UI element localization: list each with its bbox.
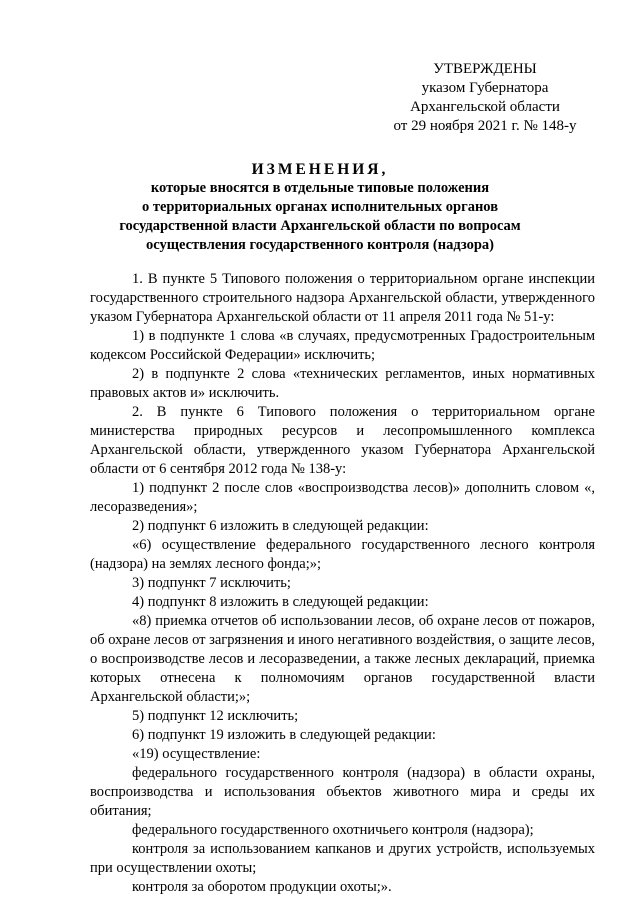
title-line-2: о территориальных органах исполнительных органов (141, 199, 499, 215)
paragraph-16: контроля за использованием капканов и других устройств, используемых при осуществлении охоты; (90, 841, 595, 876)
paragraph-6: 2) подпункт 6 изложить в следующей редакции: (132, 518, 429, 534)
paragraph-12: 6) подпункт 19 изложить в следующей редакции: (132, 727, 436, 743)
title-line-3: государственной власти Архангельской области по вопросам (119, 218, 521, 234)
approval-line-decree: указом Губернатора (421, 80, 549, 96)
paragraph-10: «8) приемка отчетов об использовании лесов, об охране лесов от пожаров, об охране лесов от загрязнения и иного негативного воздействия, о защите лесов, о воспроизводстве лесов и лесоразведении, а также лесных деклараций, приемка которых отнесена к полномочиям органов государственной власти Архангельской области;»; (90, 613, 595, 705)
paragraph-13: «19) осуществление: (132, 746, 261, 762)
title-line-4: осуществления государственного контроля (надзора) (145, 237, 494, 253)
paragraph-11: 5) подпункт 12 исключить; (132, 708, 299, 724)
approval-line-date: от 29 ноября 2021 г. № 148-у (393, 118, 577, 134)
paragraph-5: 1) подпункт 2 после слов «воспроизводства лесов)» дополнить словом «, лесоразведения»; (90, 480, 595, 515)
paragraph-15: федерального государственного охотничьего контроля (надзора); (132, 822, 534, 838)
title-line-1: которые вносятся в отдельные типовые положения (150, 180, 490, 196)
document-body (90, 270, 595, 897)
title-heading: ИЗМЕНЕНИЯ, (251, 161, 389, 178)
paragraph-7: «6) осуществление федерального государственного лесного контроля (надзора) на землях лесного фонда;»; (90, 537, 595, 572)
approval-line-approved: УТВЕРЖДЕНЫ (433, 61, 537, 77)
paragraph-4: 2. В пункте 6 Типового положения о территориальном органе министерства природных ресурсов и лесопромышленного комплекса Архангельской области, утвержденного указом Губернатора Архангельской области от 6 сентября 2012 года № 138-у: (90, 404, 595, 477)
paragraph-1: 1. В пункте 5 Типового положения о территориальном органе инспекции государственного строительного надзора Архангельской области, утвержденного указом Губернатора Архангельской области от 11 апреля 2011 года № 51-у: (90, 271, 595, 325)
approval-stamp (380, 60, 590, 136)
paragraph-2: 1) в подпункте 1 слова «в случаях, предусмотренных Градостроительным кодексом Российской Федерации» исключить; (90, 328, 595, 363)
paragraph-3: 2) в подпункте 2 слова «технических регламентов, иных нормативных правовых актов и» исключить. (90, 366, 595, 401)
paragraph-14: федерального государственного контроля (надзора) в области охраны, воспроизводства и использования объектов животного мира и среды их обитания; (90, 765, 595, 819)
document-title (90, 160, 550, 255)
paragraph-17: контроля за оборотом продукции охоты;». (132, 879, 392, 895)
paragraph-9: 4) подпункт 8 изложить в следующей редакции: (132, 594, 429, 610)
paragraph-8: 3) подпункт 7 исключить; (132, 575, 291, 591)
approval-line-region: Архангельской области (410, 99, 560, 115)
